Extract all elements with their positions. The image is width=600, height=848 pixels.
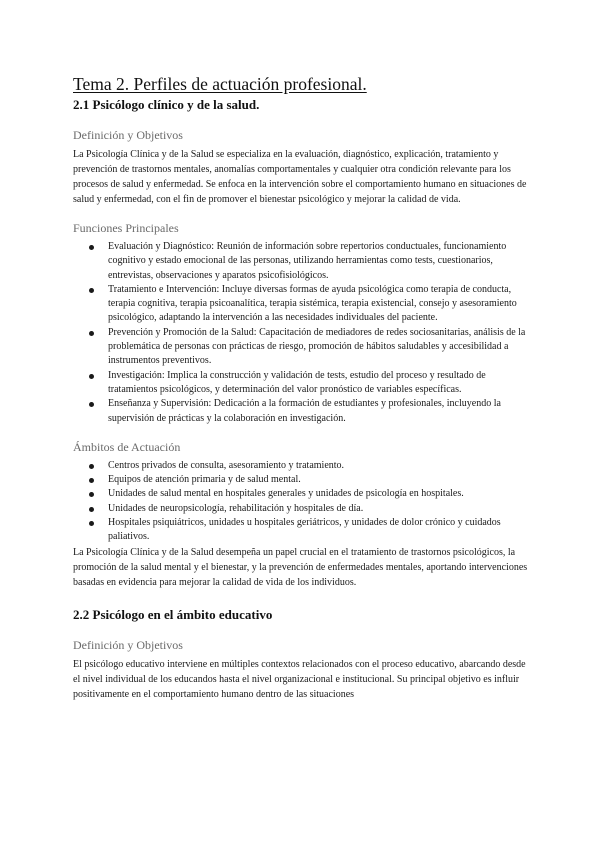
paragraph-definition: La Psicología Clínica y de la Salud se especializa en la evaluación, diagnóstico, explicación, tratamiento y prevención de trastornos mentales, anomalías comportamentales y cualquier otra condición relevante para los procesos de salud y enfermedad. Se enfoca en la intervención sobre el comportamiento humano en situaciones de salud y enfermedad, con el fin de promover el bienestar psicológico y mejorar la calidad de vida. (73, 149, 527, 205)
list-item-text: Equipos de atención primaria y de salud mental. (108, 474, 301, 486)
list-item-text: Unidades de neuropsicología, rehabilitación y hospitales de día. (108, 502, 364, 514)
list-item (108, 369, 529, 398)
bullet-icon (89, 245, 94, 250)
subheading-definition-educational: Definición y Objetivos (73, 637, 183, 652)
bullet-icon (89, 331, 94, 336)
list-item-text: Evaluación y Diagnóstico: Reunión de información sobre repertorios conductuales, funcionamiento cognitivo y estado emocional de las personas, utilizando herramientas como tests, cuestionarios, entrevistas, observaciones y aparatos psicofisiológicos. (108, 241, 507, 281)
list-item (108, 487, 529, 501)
subheading-scope: Ámbitos de Actuación (73, 439, 181, 454)
list-item-text: Investigación: Implica la construcción y validación de tests, estudio del proceso y resultado de tratamientos psicológicos, y determinación del valor pronóstico de variables específicas. (108, 369, 486, 395)
bullet-icon (89, 288, 94, 293)
list-item (108, 283, 529, 326)
section-heading-clinical: 2.1 Psicólogo clínico y de la salud. (73, 97, 260, 112)
document-page (73, 74, 529, 702)
document-title: Tema 2. Perfiles de actuación profesional. (73, 74, 367, 94)
bullet-icon (89, 402, 94, 407)
subheading-functions: Funciones Principales (73, 221, 179, 235)
scope-list (73, 459, 529, 545)
list-item (108, 240, 529, 283)
bullet-icon (89, 521, 94, 526)
list-item-text: Enseñanza y Supervisión: Dedicación a la formación de estudiantes y profesionales, incluyendo la supervisión de prácticas y la colaboración en investigación. (108, 398, 501, 424)
paragraph-definition-educational: El psicólogo educativo interviene en múltiples contextos relacionados con el proceso educativo, abarcando desde el nivel individual de los educandos hasta el nivel organizacional e institucional. Su principal objetivo es influir positivamente en el comportamiento humano dentro de las situaciones (73, 658, 526, 700)
list-item-text: Prevención y Promoción de la Salud: Capacitación de mediadores de redes sociosanitarias, análisis de la problemática de personas con prácticas de riesgo, promoción de hábitos saludables y accesibilidad a instrumentos preventivos. (108, 326, 526, 367)
functions-list (73, 240, 529, 426)
list-item (108, 516, 529, 545)
list-item (108, 502, 529, 516)
list-item (108, 459, 529, 473)
paragraph-closing: La Psicología Clínica y de la Salud desempeña un papel crucial en el tratamiento de trastornos psicológicos, la promoción de la salud mental y el bienestar, y la prevención de enfermedades mentales, aportando intervenciones basadas en evidencia para mejorar la calidad de vida de los individuos. (73, 546, 528, 588)
list-item (108, 473, 529, 487)
subheading-definition: Definición y Objetivos (73, 128, 183, 142)
list-item-text: Unidades de salud mental en hospitales generales y unidades de psicología en hospitales. (108, 488, 464, 500)
bullet-icon (89, 374, 94, 379)
bullet-icon (89, 464, 94, 469)
bullet-icon (89, 478, 94, 483)
list-item (108, 397, 529, 426)
list-item-text: Tratamiento e Intervención: Incluye diversas formas de ayuda psicológica como terapia de conducta, terapia cognitiva, terapia psicoanalítica, terapia sistémica, terapia existencial, consejo y asesoramiento psicológico, adaptando la intervención a las necesidades individuales del paciente. (108, 283, 517, 324)
list-item (108, 326, 529, 369)
bullet-icon (89, 492, 94, 497)
section-heading-educational: 2.2 Psicólogo en el ámbito educativo (73, 606, 273, 622)
list-item-text: Centros privados de consulta, asesoramiento y tratamiento. (108, 459, 345, 471)
bullet-icon (89, 507, 94, 512)
list-item-text: Hospitales psiquiátricos, unidades u hospitales geriátricos, y unidades de dolor crónico y cuidados paliativos. (108, 517, 501, 543)
